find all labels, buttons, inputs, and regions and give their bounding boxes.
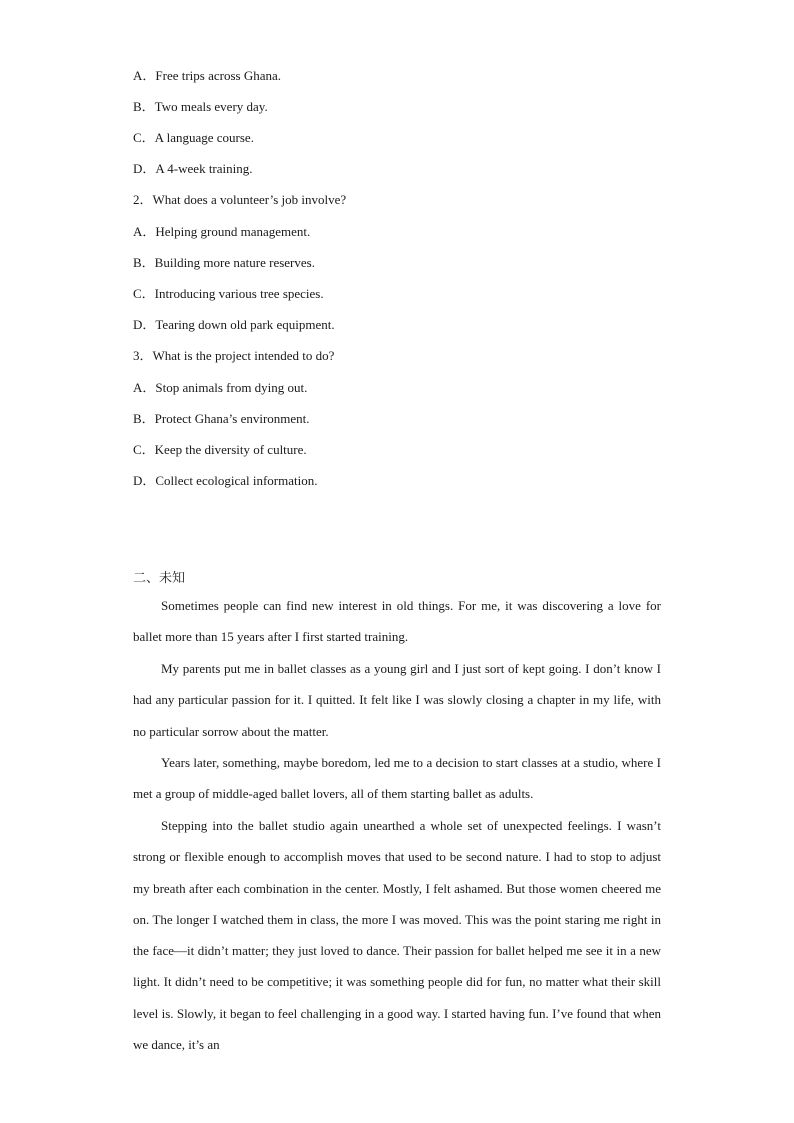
option-1b: B．Two meals every day. [133,99,268,114]
option-2b: B．Building more nature reserves. [133,255,315,270]
option-3b: B．Protect Ghana’s environment. [133,411,310,426]
question-2: 2．What does a volunteer’s job involve? [133,192,347,207]
passage-paragraph-4: Stepping into the ballet studio again unearthed a whole set of unexpected feelings. I wasn’t strong or flexible enough to accomplish moves that used to be second nature. I had to stop to adjust my breath after each combination in the center. Mostly, I felt ashamed. But those women cheered me on. The longer I watched them in class, the more I was moved. This was the point staring me right in the face—it didn’t matter; they just loved to dance. Their passion for ballet helped me see it in a new light. It didn’t need to be competitive; it was something people did for fun, no matter what their skill level is. Slowly, it began to feel challenging in a good way. I started having fun. I’ve found that when we dance, it’s an [133,818,661,1053]
option-1d: D．A 4-week training. [133,161,253,176]
option-1c: C．A language course. [133,130,254,145]
question-3: 3．What is the project intended to do? [133,348,335,363]
option-3d: D．Collect ecological information. [133,473,318,488]
option-2a: A．Helping ground management. [133,224,311,239]
option-3a: A．Stop animals from dying out. [133,380,308,395]
passage-paragraph-3: Years later, something, maybe boredom, led me to a decision to start classes at a studio, where I met a group of middle-aged ballet lovers, all of them starting ballet as adults. [133,755,661,802]
option-2d: D．Tearing down old park equipment. [133,317,335,332]
section-title: 二、未知 [133,571,186,586]
option-3c: C．Keep the diversity of culture. [133,442,307,457]
option-1a: A．Free trips across Ghana. [133,68,282,83]
passage-paragraph-2: My parents put me in ballet classes as a young girl and I just sort of kept going. I don’t know I had any particular passion for it. I quitted. It felt like I was slowly closing a chapter in my life, with no particular sorrow about the matter. [133,661,661,739]
passage-paragraph-1: Sometimes people can find new interest in old things. For me, it was discovering a love for ballet more than 15 years after I first started training. [133,598,661,645]
option-2c: C．Introducing various tree species. [133,286,324,301]
